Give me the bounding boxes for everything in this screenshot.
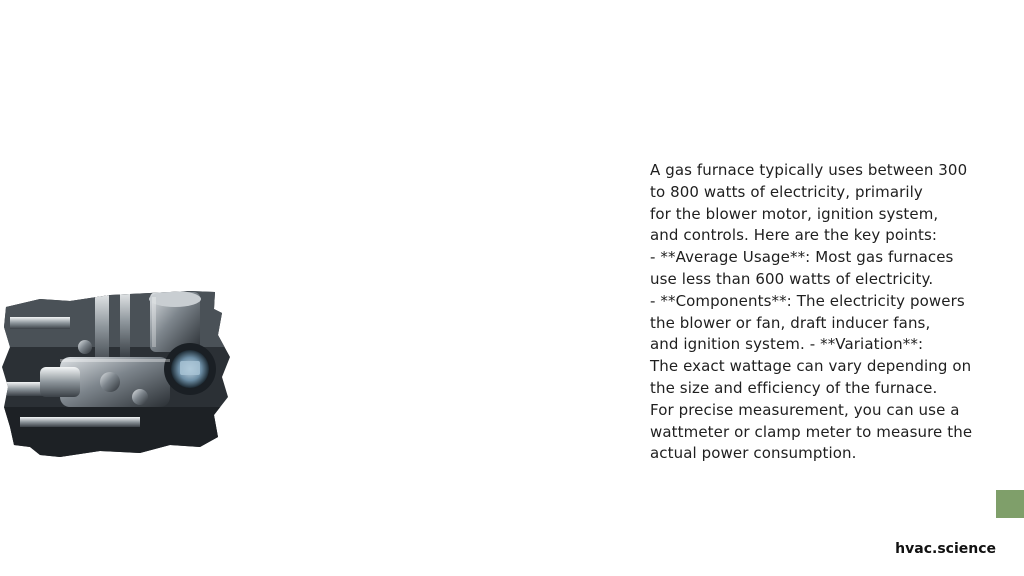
text-line: actual power consumption. — [650, 444, 857, 463]
brand-label: hvac.science — [895, 541, 996, 557]
text-line: the size and efficiency of the furnace. — [650, 378, 938, 397]
text-line: and ignition system. - **Variation**: — [650, 335, 924, 354]
text-line: - **Average Usage**: Most gas furnaces — [650, 248, 954, 267]
furnace-electricity-description — [650, 160, 1010, 465]
text-line: to 800 watts of electricity, primarily — [650, 182, 923, 201]
accent-square — [996, 490, 1024, 518]
text-line: - **Components**: The electricity powers — [650, 291, 965, 310]
text-line: wattmeter or clamp meter to measure the — [650, 422, 973, 441]
text-line: A gas furnace typically uses between 300 — [650, 161, 968, 179]
text-line: For precise measurement, you can use a — [650, 400, 960, 419]
text-line: the blower or fan, draft inducer fans, — [650, 313, 931, 332]
text-line: use less than 600 watts of electricity. — [650, 269, 934, 288]
text-line: for the blower motor, ignition system, — [650, 204, 939, 223]
furnace-machinery-image — [0, 287, 232, 462]
text-line: The exact wattage can vary depending on — [650, 357, 972, 376]
text-line: and controls. Here are the key points: — [650, 226, 938, 245]
